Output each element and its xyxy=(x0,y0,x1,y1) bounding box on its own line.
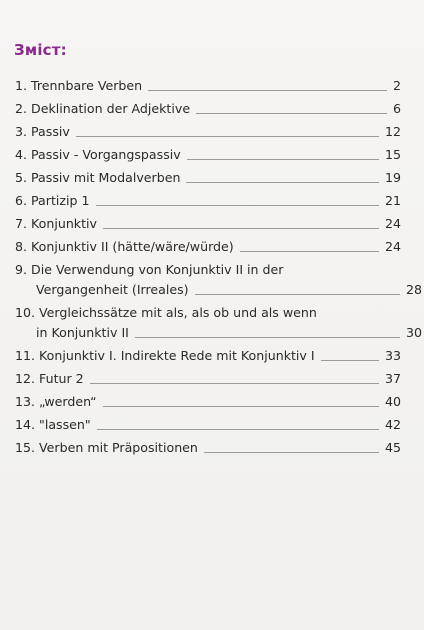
toc-entry-title: 2. Deklination der Adjektive xyxy=(15,101,191,116)
toc-leader xyxy=(240,251,379,252)
toc-entry xyxy=(15,440,401,456)
toc-leader xyxy=(135,337,400,338)
toc-leader xyxy=(97,429,379,430)
toc-entry-title: 11. Konjunktiv I. Indirekte Rede mit Konjunktiv I xyxy=(15,348,315,363)
toc-leader xyxy=(186,182,379,183)
toc-page-number: 40 xyxy=(384,394,401,409)
toc-entry xyxy=(15,193,401,209)
toc-leader xyxy=(321,360,379,361)
toc-page-number: 19 xyxy=(384,170,401,185)
toc-entry xyxy=(15,239,401,255)
toc-entry xyxy=(15,348,401,364)
toc-entry xyxy=(15,124,401,140)
toc-entry xyxy=(15,147,401,163)
toc-entry xyxy=(15,371,401,387)
toc-heading: Зміст: xyxy=(14,41,67,59)
toc-page-number: 45 xyxy=(384,440,401,455)
toc-page-number: 12 xyxy=(384,124,401,139)
toc-entry xyxy=(15,305,422,341)
toc-page-number: 28 xyxy=(405,282,422,297)
toc-entry-title: 15. Verben mit Präpositionen xyxy=(15,440,198,455)
toc-entry-title: 5. Passiv mit Modalverben xyxy=(15,170,181,185)
toc-page-number: 21 xyxy=(384,193,401,208)
toc-leader xyxy=(103,406,379,407)
toc-page-number: 24 xyxy=(384,216,401,231)
toc-leader xyxy=(204,452,379,453)
toc-entry-title-continued: in Konjunktiv II xyxy=(36,325,129,340)
toc-leader xyxy=(90,383,379,384)
toc-page-number: 37 xyxy=(384,371,401,386)
toc-entry-title: 7. Konjunktiv xyxy=(15,216,97,231)
toc-page-number: 30 xyxy=(405,325,422,340)
toc-entry xyxy=(15,78,401,94)
toc-leader xyxy=(196,113,387,114)
toc-entry xyxy=(15,262,422,298)
toc-entry-continuation xyxy=(15,325,422,341)
toc-entry xyxy=(15,394,401,410)
toc-page-number: 42 xyxy=(384,417,401,432)
toc-page-number: 15 xyxy=(384,147,401,162)
toc-page-number: 33 xyxy=(384,348,401,363)
toc-entry xyxy=(15,170,401,186)
toc-leader xyxy=(103,228,379,229)
toc-entry xyxy=(15,216,401,232)
toc-page-number: 2 xyxy=(392,78,401,93)
toc-entry-title: 9. Die Verwendung von Konjunktiv II in der xyxy=(15,262,284,277)
toc-leader xyxy=(76,136,379,137)
table-of-contents xyxy=(15,78,422,463)
toc-entry-title: 14. "lassen" xyxy=(15,417,91,432)
toc-entry xyxy=(15,101,401,117)
toc-leader xyxy=(148,90,387,91)
toc-page-number: 6 xyxy=(392,101,401,116)
toc-entry-title: 1. Trennbare Verben xyxy=(15,78,143,93)
toc-leader xyxy=(187,159,379,160)
toc-entry-title: 8. Konjunktiv II (hätte/wäre/würde) xyxy=(15,239,234,254)
toc-entry xyxy=(15,417,401,433)
toc-entry-continuation xyxy=(15,282,422,298)
toc-leader xyxy=(195,294,400,295)
toc-entry-title: 10. Vergleichssätze mit als, als ob und als wenn xyxy=(15,305,317,320)
toc-entry-title: 3. Passiv xyxy=(15,124,70,139)
toc-entry-title: 12. Futur 2 xyxy=(15,371,84,386)
toc-entry-title: 6. Partizip 1 xyxy=(15,193,90,208)
toc-entry-title: 13. „werden“ xyxy=(15,394,97,409)
toc-leader xyxy=(96,205,379,206)
toc-entry-title: 4. Passiv - Vorgangspassiv xyxy=(15,147,181,162)
toc-entry-title-continued: Vergangenheit (Irreales) xyxy=(36,282,189,297)
toc-page-number: 24 xyxy=(384,239,401,254)
